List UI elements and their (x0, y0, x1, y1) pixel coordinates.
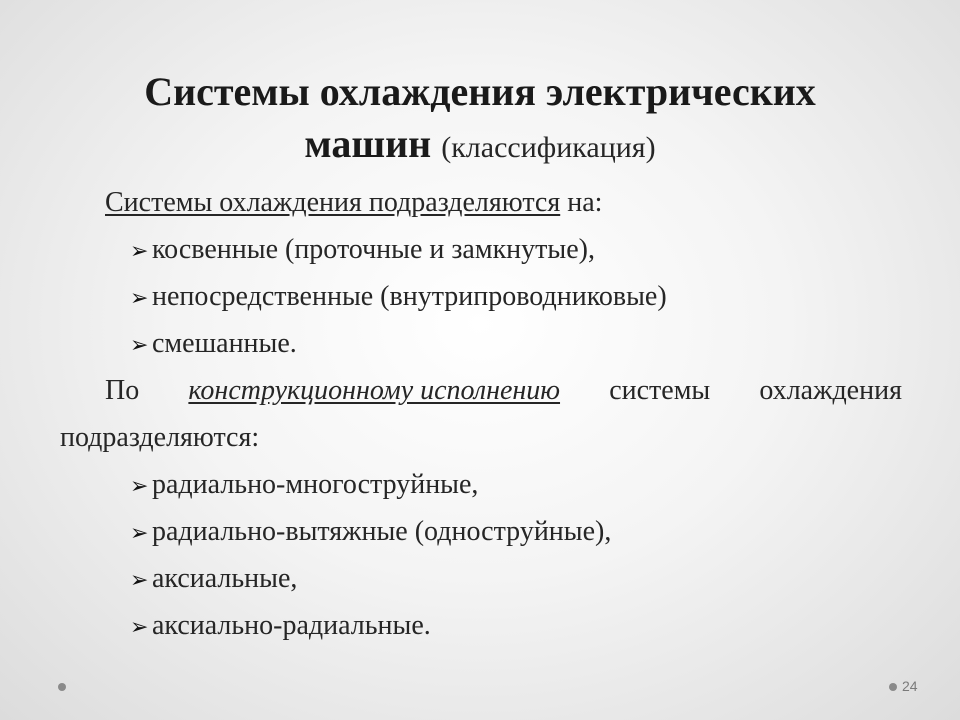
bullet-item (60, 513, 902, 560)
bullet-text: косвенные (проточные и замкнутые), (152, 234, 595, 265)
title-line-1: Системы охлаждения электрических (144, 69, 816, 114)
bullet-item (60, 607, 902, 654)
paragraph-2-line-2: подразделяются: (60, 422, 260, 453)
title-subtitle: (классификация) (441, 131, 656, 164)
arrow-bullet-icon: ➢ (130, 239, 149, 264)
title-main-word: машин (304, 121, 432, 166)
bullet-item (60, 466, 902, 513)
bullet-item (60, 560, 902, 607)
paragraph-2-line-1 (60, 372, 902, 419)
arrow-bullet-icon: ➢ (130, 521, 149, 546)
intro-line (60, 184, 902, 231)
bullet-item (60, 278, 902, 325)
intro-underlined-text: Системы охлаждения подразделяются (105, 187, 561, 218)
bullet-text: смешанные. (152, 328, 297, 359)
footer-left-dot-icon (58, 683, 66, 691)
para2-word: По (105, 375, 140, 406)
title-line-2 (60, 118, 900, 174)
bullet-text: непосредственные (внутрипроводниковые) (152, 281, 667, 312)
bullet-item (60, 325, 902, 372)
bullet-item (60, 231, 902, 278)
arrow-bullet-icon: ➢ (130, 568, 149, 593)
arrow-bullet-icon: ➢ (130, 474, 149, 499)
para2-underlined-text: конструкционному исполнению (188, 375, 561, 406)
footer-right-dot-icon (889, 683, 897, 691)
arrow-bullet-icon: ➢ (130, 333, 149, 358)
bullet-text: аксиальные, (152, 563, 298, 594)
arrow-bullet-icon: ➢ (130, 615, 149, 640)
intro-rest-text: на: (560, 187, 603, 218)
arrow-bullet-icon: ➢ (130, 286, 149, 311)
slide-title (60, 66, 900, 174)
page-number: 24 (902, 678, 918, 694)
para2-word: системы (609, 375, 711, 406)
bullet-text: радиально-вытяжные (одноструйные), (152, 516, 612, 547)
slide-body (60, 184, 902, 654)
bullet-text: радиально-многоструйные, (152, 469, 479, 500)
para2-word: охлаждения (759, 375, 902, 406)
bullet-text: аксиально-радиальные. (152, 610, 431, 641)
